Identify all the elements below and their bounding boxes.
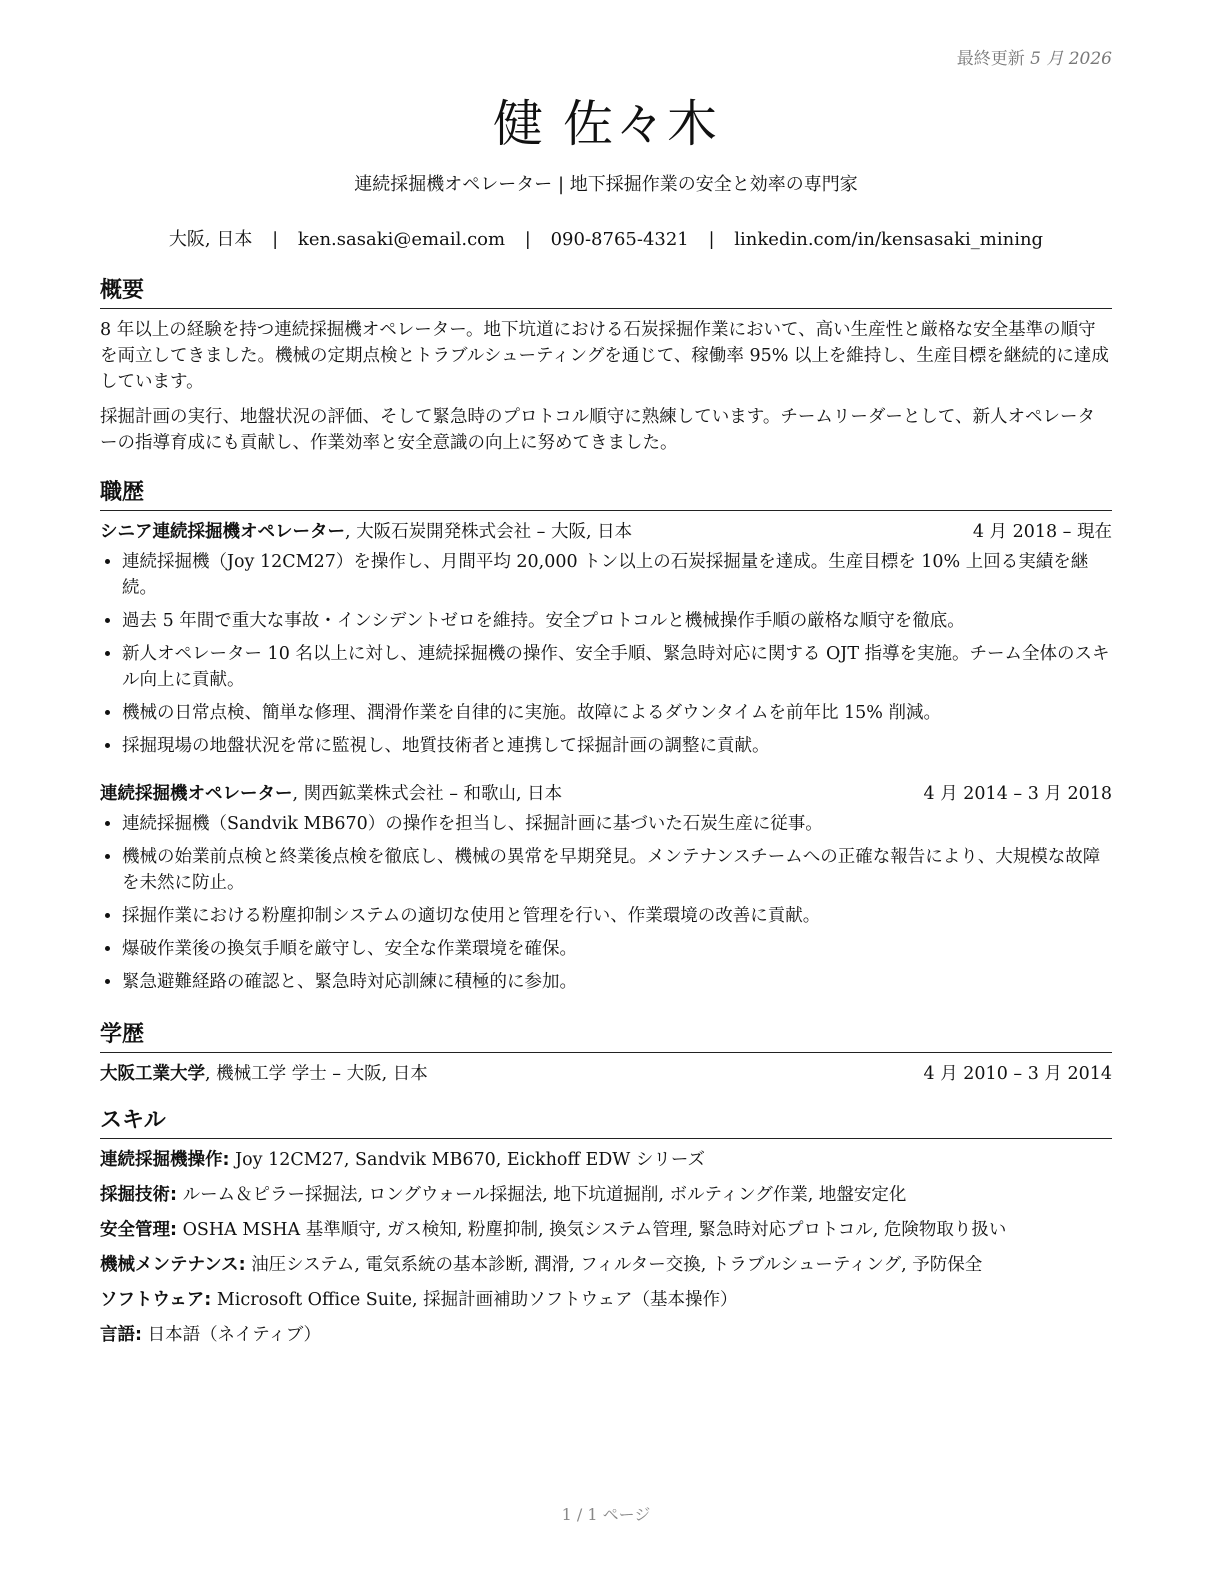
skill-key: 採掘技術: bbox=[100, 1185, 177, 1205]
job-org: , 大阪石炭開発株式会社 – 大阪, 日本 bbox=[345, 522, 633, 542]
job-bullets bbox=[100, 549, 1112, 759]
summary-paragraph: 採掘計画の実行、地盤状況の評価、そして緊急時のプロトコル順守に熟練しています。チームリーダーとして、新人オペレーターの指導育成にも貢献し、作業効率と安全意識の向上に努めてきました。 bbox=[100, 407, 1096, 453]
skill-line bbox=[100, 1217, 1112, 1243]
skills-section bbox=[100, 1106, 1112, 1357]
contact-linkedin[interactable]: linkedin.com/in/kensasaki_mining bbox=[734, 229, 1044, 250]
skill-line bbox=[100, 1147, 1112, 1173]
job-bullet: • 採掘作業における粉塵抑制システムの適切な使用と管理を行い、作業環境の改善に貢献。 bbox=[122, 903, 1112, 929]
skill-line bbox=[100, 1252, 1112, 1278]
job-dates: 4 月 2018 – 現在 bbox=[972, 522, 1112, 542]
experience-title: 職歴 bbox=[100, 478, 1112, 511]
contact-separator: | bbox=[708, 229, 715, 250]
last-updated-date: 5 月 2026 bbox=[1030, 49, 1112, 69]
job-bullet: • 新人オペレーター 10 名以上に対し、連続採掘機の操作、安全手順、緊急時対応に関する OJT 指導を実施。チーム全体のスキル向上に貢献。 bbox=[122, 641, 1112, 693]
job-header bbox=[100, 781, 1112, 807]
job-role: 連続採掘機オペレーター bbox=[100, 784, 293, 804]
skill-value: OSHA MSHA 基準順守, ガス検知, 粉塵抑制, 換気システム管理, 緊急時対応プロトコル, 危険物取り扱い bbox=[177, 1220, 1007, 1240]
contact-separator: | bbox=[524, 229, 531, 250]
skill-line bbox=[100, 1182, 1112, 1208]
job-entry bbox=[100, 781, 1112, 995]
last-updated bbox=[957, 44, 1112, 69]
contact-line bbox=[100, 225, 1112, 251]
job-bullet: • 緊急避難経路の確認と、緊急時対応訓練に積極的に参加。 bbox=[122, 969, 1112, 995]
education-title: 学歴 bbox=[100, 1020, 1112, 1053]
education-detail: , 機械工学 学士 – 大阪, 日本 bbox=[205, 1064, 428, 1084]
summary-section bbox=[100, 276, 1112, 465]
skill-value: Joy 12CM27, Sandvik MB670, Eickhoff EDW シリーズ bbox=[229, 1150, 705, 1170]
skill-line bbox=[100, 1322, 1112, 1348]
contact-separator: | bbox=[272, 229, 279, 250]
education-section bbox=[100, 1020, 1112, 1087]
education-entry bbox=[100, 1061, 1112, 1087]
job-bullet: • 採掘現場の地盤状況を常に監視し、地質技術者と連携して採掘計画の調整に貢献。 bbox=[122, 733, 1112, 759]
contact-phone[interactable]: 090-8765-4321 bbox=[550, 229, 689, 250]
skill-line bbox=[100, 1287, 1112, 1313]
skill-key: ソフトウェア: bbox=[100, 1290, 212, 1310]
skills-title: スキル bbox=[100, 1106, 1112, 1139]
skill-value: ルーム＆ピラー採掘法, ロングウォール採掘法, 地下坑道掘削, ボルティング作業, 地盤安定化 bbox=[177, 1185, 907, 1205]
job-bullet: • 連続採掘機（Joy 12CM27）を操作し、月間平均 20,000 トン以上の石炭採掘量を達成。生産目標を 10% 上回る実績を継続。 bbox=[122, 549, 1112, 601]
summary-paragraph: 8 年以上の経験を持つ連続採掘機オペレーター。地下坑道における石炭採掘作業において、高い生産性と厳格な安全基準の順守を両立してきました。機械の定期点検とトラブルシューティングを通じて、稼働率 95% 以上を維持し、生産目標を継続的に達成しています。 bbox=[100, 320, 1109, 392]
skill-key: 連続採掘機操作: bbox=[100, 1150, 230, 1170]
page-indicator: 1 / 1 ページ bbox=[561, 1505, 651, 1524]
contact-location: 大阪, 日本 bbox=[168, 229, 253, 250]
job-bullets bbox=[100, 811, 1112, 995]
contact-email[interactable]: ken.sasaki@email.com bbox=[297, 229, 506, 250]
skill-value: Microsoft Office Suite, 採掘計画補助ソフトウェア（基本操作） bbox=[211, 1290, 738, 1310]
job-header bbox=[100, 519, 1112, 545]
education-school: 大阪工業大学 bbox=[100, 1064, 205, 1084]
skill-key: 機械メンテナンス: bbox=[100, 1255, 246, 1275]
job-dates: 4 月 2014 – 3 月 2018 bbox=[923, 784, 1112, 804]
job-org: , 関西鉱業株式会社 – 和歌山, 日本 bbox=[292, 784, 563, 804]
last-updated-label: 最終更新 bbox=[956, 49, 1025, 69]
skill-value: 油圧システム, 電気系統の基本診断, 潤滑, フィルター交換, トラブルシューティング, 予防保全 bbox=[245, 1255, 983, 1275]
skill-key: 言語: bbox=[100, 1325, 142, 1345]
resume-page bbox=[100, 0, 1112, 1584]
job-entry bbox=[100, 519, 1112, 759]
job-bullet: • 機械の日常点検、簡単な修理、潤滑作業を自律的に実施。故障によるダウンタイムを前年比 15% 削減。 bbox=[122, 700, 1112, 726]
job-bullet: • 機械の始業前点検と終業後点検を徹底し、機械の異常を早期発見。メンテナンスチームへの正確な報告により、大規模な故障を未然に防止。 bbox=[122, 844, 1112, 896]
candidate-tagline: 連続採掘機オペレーター | 地下採掘作業の安全と効率の専門家 bbox=[354, 174, 858, 195]
job-bullet: • 過去 5 年間で重大な事故・インシデントゼロを維持。安全プロトコルと機械操作手順の厳格な順守を徹底。 bbox=[122, 608, 1112, 634]
job-bullet: • 連続採掘機（Sandvik MB670）の操作を担当し、採掘計画に基づいた石炭生産に従事。 bbox=[122, 811, 1112, 837]
experience-section bbox=[100, 478, 1112, 1002]
skill-value: 日本語（ネイティブ） bbox=[142, 1325, 321, 1345]
summary-title: 概要 bbox=[100, 276, 1112, 309]
candidate-name: 健 佐々木 bbox=[493, 95, 719, 153]
job-bullet: • 爆破作業後の換気手順を厳守し、安全な作業環境を確保。 bbox=[122, 936, 1112, 962]
skill-key: 安全管理: bbox=[100, 1220, 177, 1240]
job-role: シニア連続採掘機オペレーター bbox=[100, 522, 345, 542]
education-dates: 4 月 2010 – 3 月 2014 bbox=[923, 1064, 1112, 1084]
